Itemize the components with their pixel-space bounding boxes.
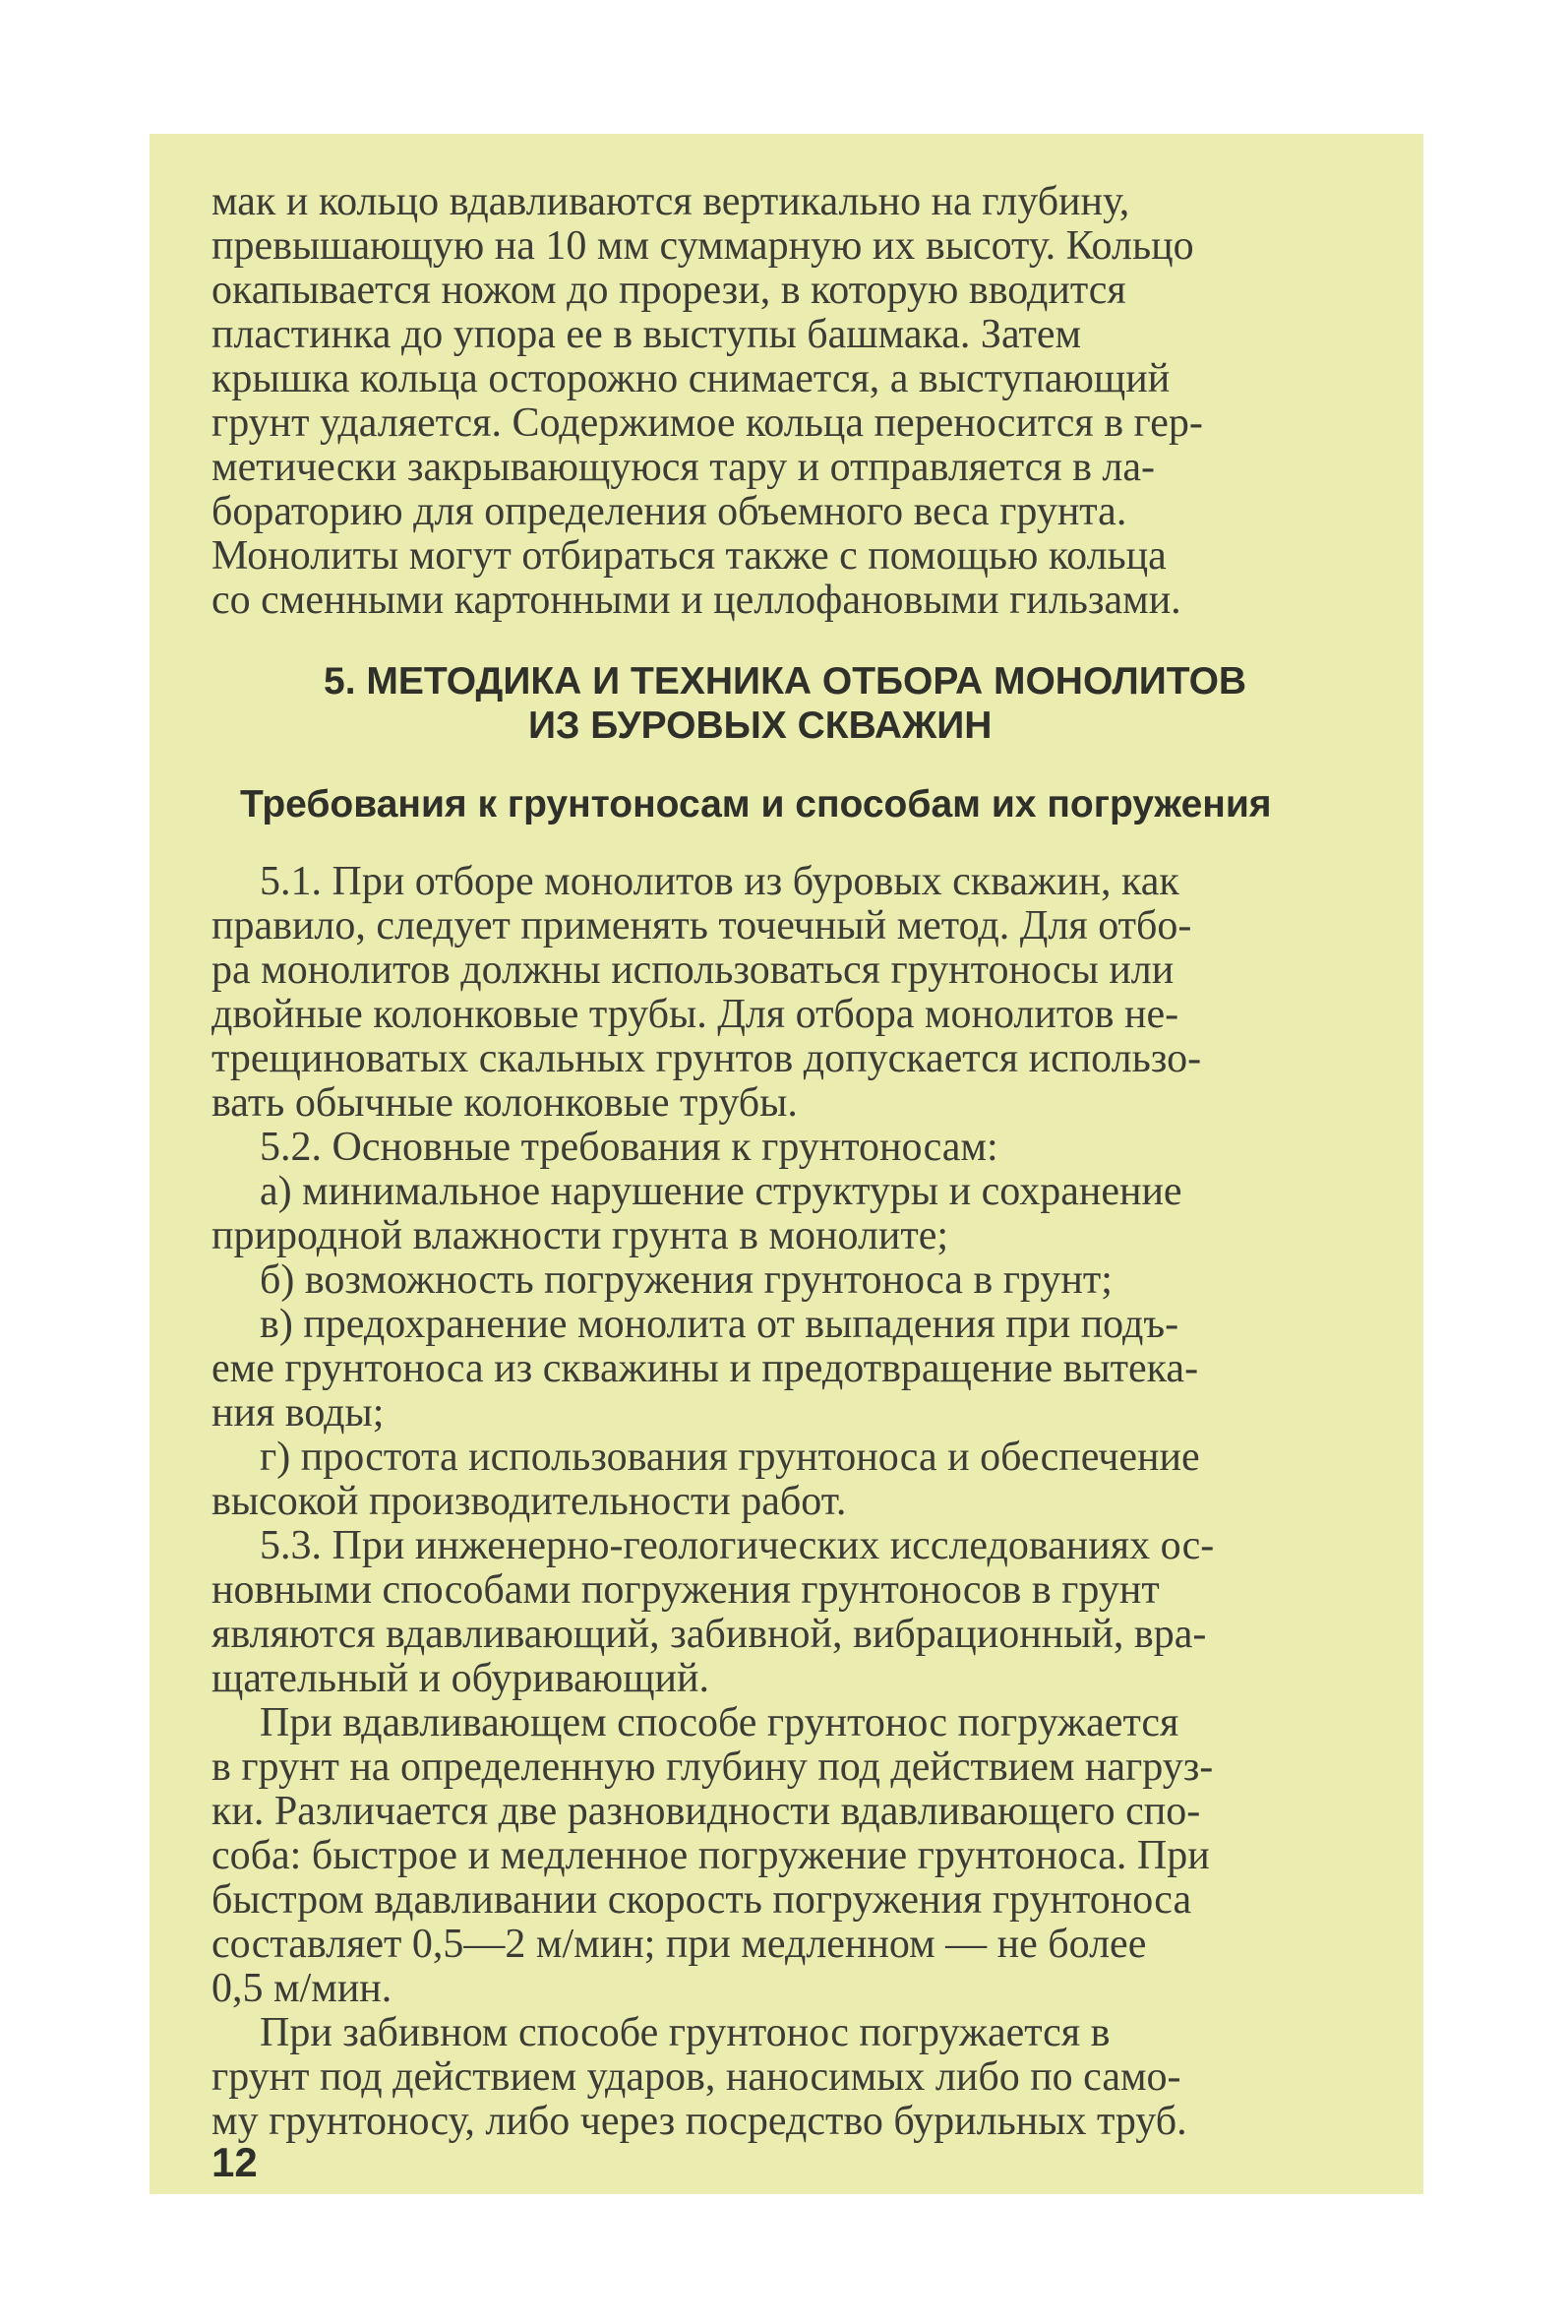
paragraph-line: грунт под действием ударов, наносимых либо по само-	[211, 2054, 1181, 2100]
paragraph-line: ра монолитов должны использоваться грунтоносы или	[211, 948, 1175, 993]
paragraph-line: правило, следует применять точечный метод. Для отбо-	[211, 903, 1192, 948]
paragraph-line: При забивном способе грунтонос погружается в	[260, 2010, 1111, 2055]
paragraph-line: 5.3. При инженерно-геологических исследованиях ос-	[260, 1523, 1215, 1568]
paragraph-line: высокой производительности работ.	[211, 1479, 847, 1524]
paragraph-line: в) предохранение монолита от выпадения при подъ-	[260, 1302, 1179, 1347]
paragraph-line: ния воды;	[211, 1390, 385, 1436]
paragraph-line: еме грунтоноса из скважины и предотвращение вытека-	[211, 1346, 1199, 1391]
paragraph-line: щательный и обуривающий.	[211, 1656, 709, 1701]
paragraph-line: грунт удаляется. Содержимое кольца переносится в гер-	[211, 400, 1203, 446]
paragraph-line: Монолиты могут отбираться также с помощью кольца	[211, 533, 1167, 579]
section-heading: ИЗ БУРОВЫХ СКВАЖИН	[528, 704, 993, 747]
paragraph-line: составляет 0,5—2 м/мин; при медленном — не более	[211, 1922, 1147, 1967]
paragraph-line: 0,5 м/мин.	[211, 1966, 392, 2011]
paragraph-line: новными способами погружения грунтоносов в грунт	[211, 1567, 1160, 1613]
paragraph-line: являются вдавливающий, забивной, вибрационный, вра-	[211, 1612, 1207, 1657]
paragraph-line: г) простота использования грунтоноса и обеспечение	[260, 1435, 1200, 1480]
paragraph-line: б) возможность погружения грунтоноса в грунт;	[260, 1257, 1113, 1303]
page-text	[150, 134, 1423, 2194]
paragraph-line: двойные колонковые трубы. Для отбора монолитов не-	[211, 992, 1179, 1037]
paragraph-line: 5.1. При отборе монолитов из буровых скважин, как	[260, 859, 1179, 904]
paragraph-line: крышка кольца осторожно снимается, а выступающий	[211, 356, 1171, 401]
paragraph-line: природной влажности грунта в монолите;	[211, 1213, 949, 1258]
paragraph-line: При вдавливающем способе грунтонос погружается	[260, 1700, 1179, 1745]
paragraph-line: пластинка до упора ее в выступы башмака. Затем	[211, 312, 1082, 357]
paragraph-line: трещиноватых скальных грунтов допускается использо-	[211, 1036, 1202, 1081]
paragraph-line: со сменными картонными и целлофановыми гильзами.	[211, 578, 1181, 623]
paragraph-line: а) минимальное нарушение структуры и сохранение	[260, 1169, 1182, 1214]
paragraph-line: окапывается ножом до прорези, в которую вводится	[211, 268, 1126, 313]
scanned-page	[150, 134, 1423, 2194]
paragraph-line: ки. Различается две разновидности вдавливающего спо-	[211, 1789, 1201, 1834]
paragraph-line: в грунт на определенную глубину под действием нагруз-	[211, 1744, 1214, 1790]
paragraph-line: мак и кольцо вдавливаются вертикально на глубину,	[211, 179, 1130, 224]
paragraph-line: 5.2. Основные требования к грунтоносам:	[260, 1125, 998, 1170]
paragraph-line: превышающую на 10 мм суммарную их высоту. Кольцо	[211, 223, 1194, 269]
paragraph-line: метически закрывающуюся тару и отправляется в ла-	[211, 445, 1156, 490]
paragraph-line: бораторию для определения объемного веса грунта.	[211, 489, 1127, 534]
subsection-heading: Требования к грунтоносам и способам их погружения	[240, 783, 1272, 826]
paragraph-line: соба: быстрое и медленное погружение грунтоноса. При	[211, 1833, 1210, 1878]
page-number: 12	[211, 2139, 258, 2185]
paragraph-line: быстром вдавливании скорость погружения грунтоноса	[211, 1877, 1192, 1923]
paragraph-line: му грунтоносу, либо через посредство бурильных труб.	[211, 2099, 1187, 2144]
paragraph-line: вать обычные колонковые трубы.	[211, 1080, 798, 1126]
section-heading: 5. МЕТОДИКА И ТЕХНИКА ОТБОРА МОНОЛИТОВ	[324, 660, 1247, 703]
